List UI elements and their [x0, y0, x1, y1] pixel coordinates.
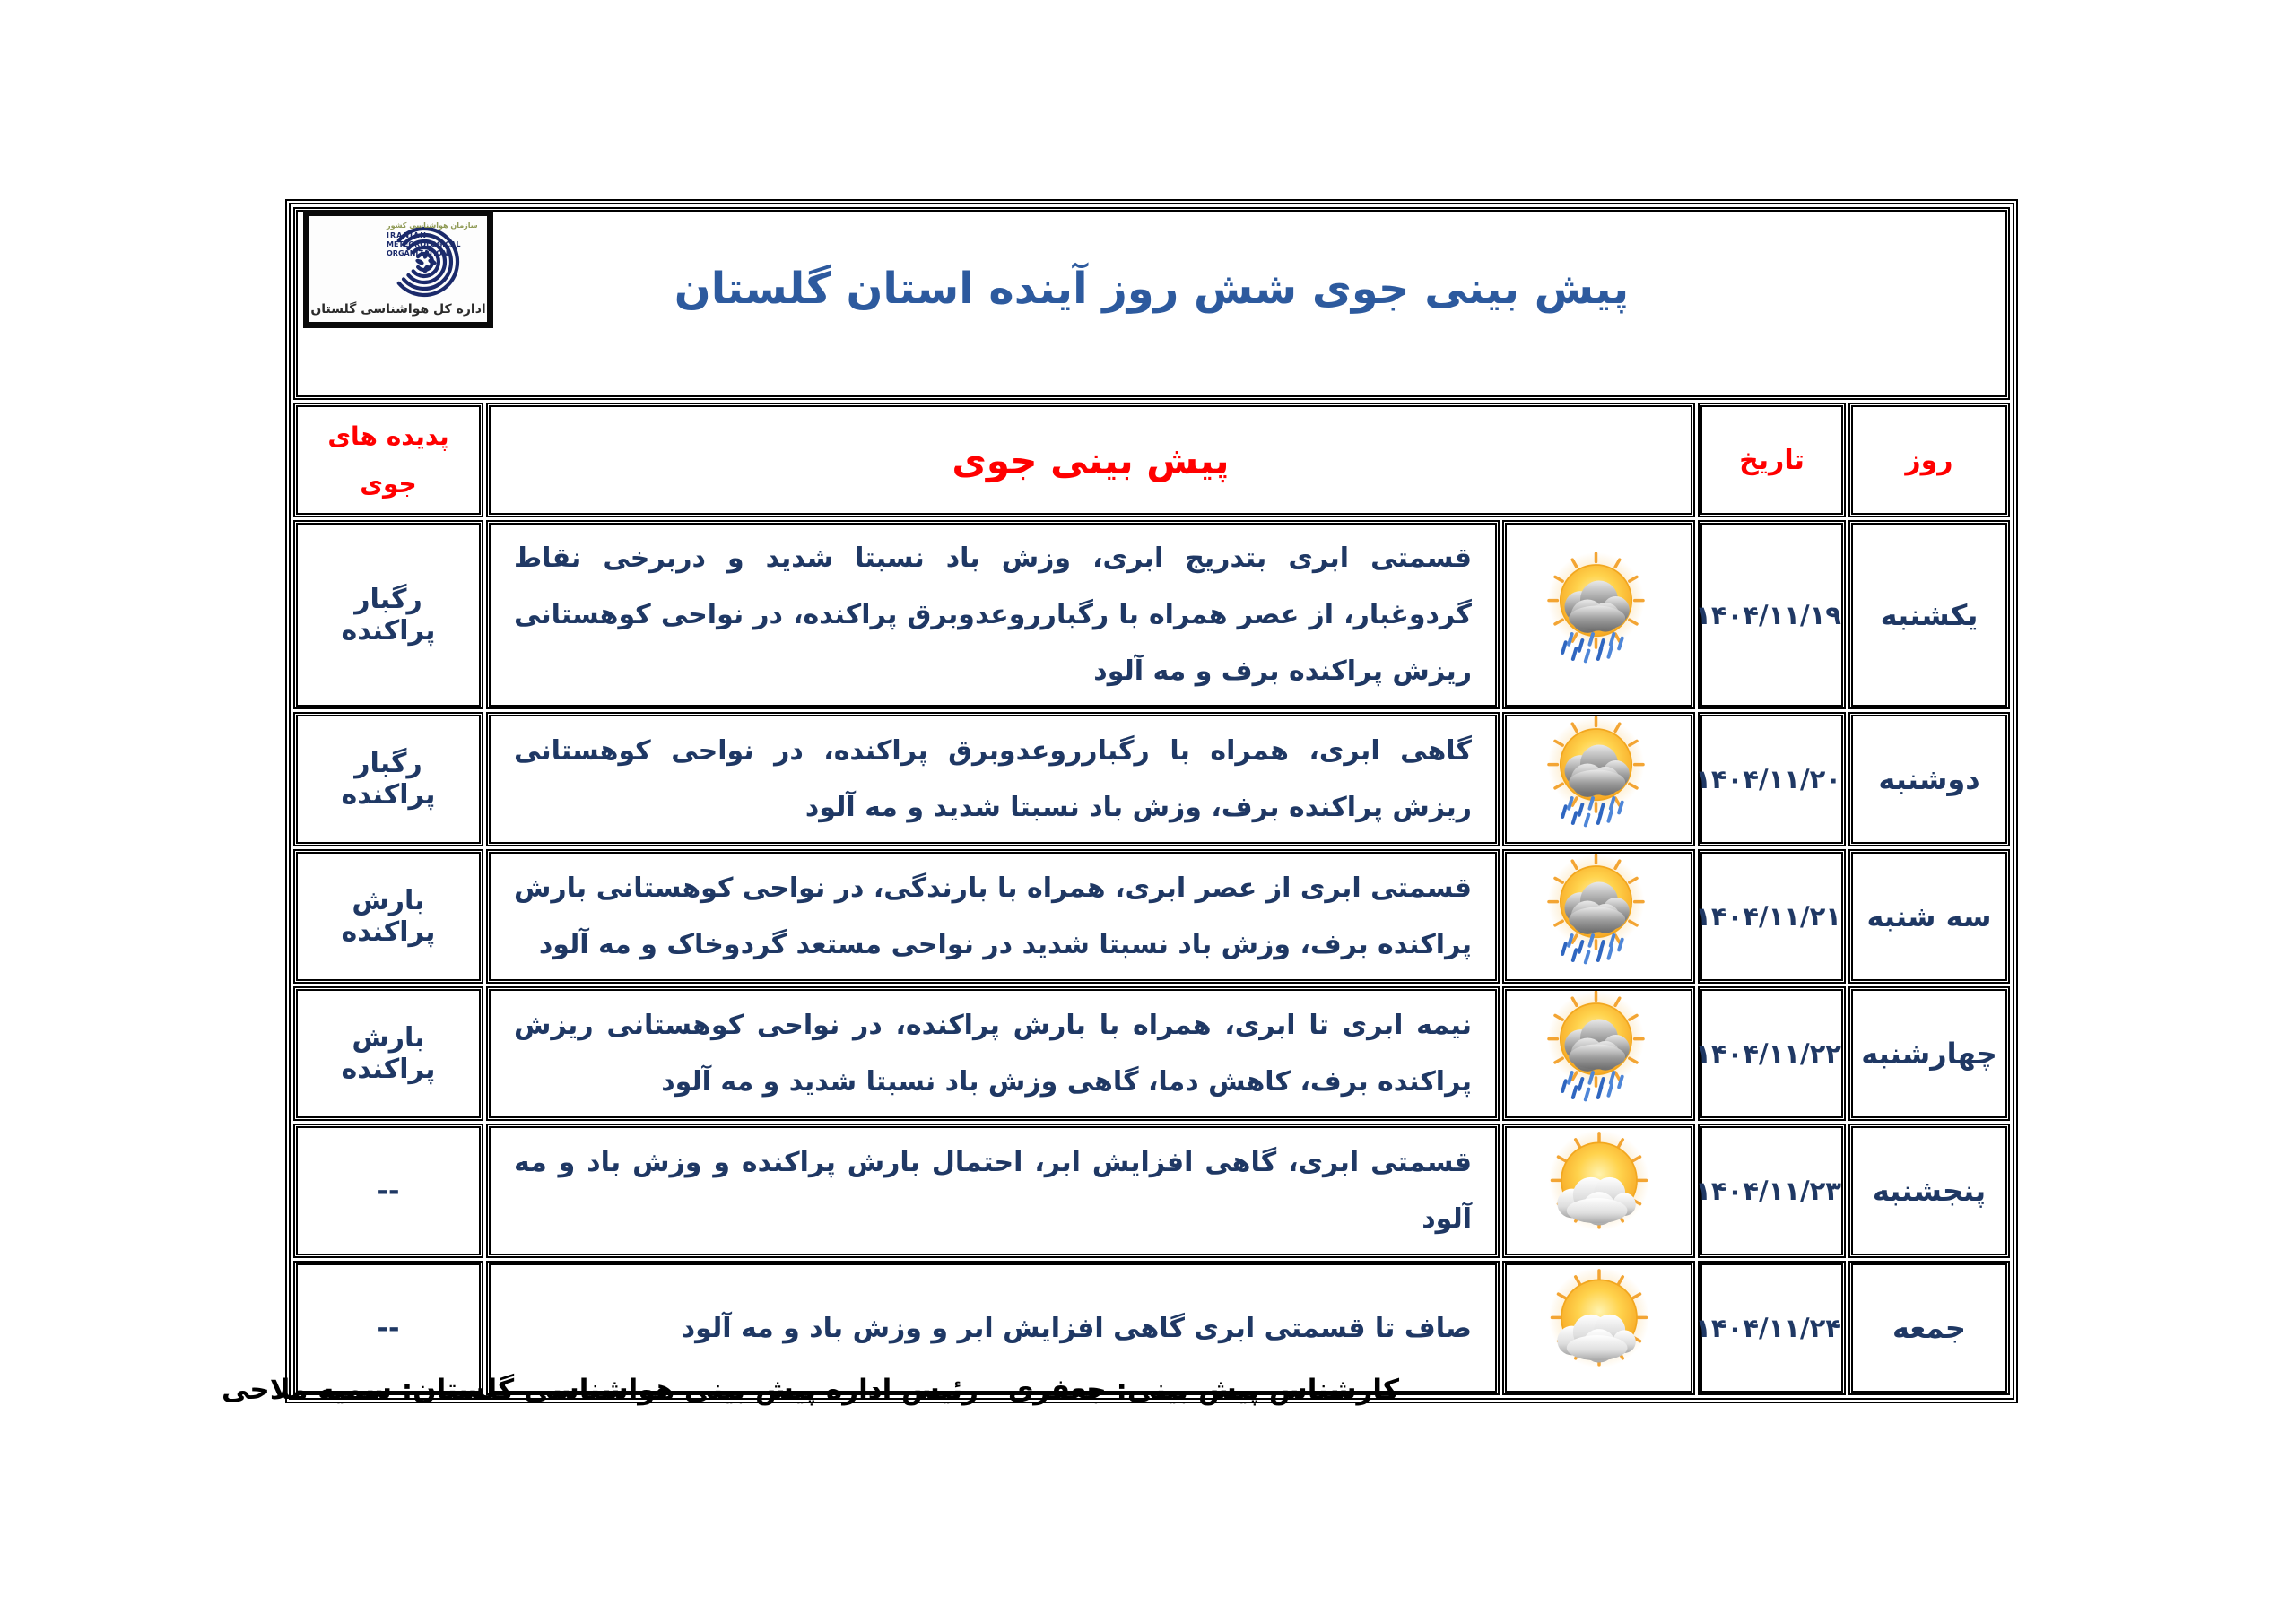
forecast-cell: قسمتی ابری بتدریج ابری، وزش باد نسبتا شدید و دربرخی نقاط گردوغبار، از عصر همراه با رگبارروعدوبرق پراکنده، در نواحی کوهستانی ریزش پراکنده برف و مه آلود [486, 520, 1500, 709]
weather-icon-cell [1502, 712, 1695, 846]
date-value: ۱۴۰۴/۱۱/۲۴ [1695, 1313, 1841, 1344]
date-value: ۱۴۰۴/۱۱/۲۱ [1695, 901, 1841, 933]
forecast-row [293, 986, 2010, 1121]
office-head-name: رئیس اداره پیش بینی هواشناسی گلستان: سمیه ملاحی [222, 1374, 978, 1406]
sun-cloud-icon [1536, 1128, 1662, 1254]
sun-rain-cloud-icon [1536, 552, 1662, 678]
forecast-row [293, 712, 2010, 846]
day-cell: چهارشنبه [1848, 986, 2010, 1121]
forecast-cell: گاهی ابری، همراه با رگبارروعدوبرق پراکنده، در نواحی کوهستانی ریزش پراکنده برف، وزش باد نسبتا شدید و مه آلود [486, 712, 1500, 846]
signature-footer [0, 1374, 2296, 1428]
day-cell: دوشنبه [1848, 712, 2010, 846]
logo-org-en-2: METEOROLOGICAL [386, 240, 461, 248]
day-cell: پنجشنبه [1848, 1124, 2010, 1258]
phenomena-cell: -- [293, 1124, 483, 1258]
weather-icon-cell [1502, 986, 1695, 1121]
date-cell [1695, 849, 1846, 984]
phenomena-cell: بارش پراکنده [293, 986, 483, 1121]
col-header-phenomena: پدیده های جوی [293, 403, 483, 517]
forecaster-name: کارشناس پیش بینی: جعفری [1007, 1374, 1399, 1406]
weather-bulletin [285, 199, 2018, 1403]
forecast-row [293, 1124, 2010, 1258]
weather-icon-cell [1502, 849, 1695, 984]
date-cell [1695, 1124, 1846, 1258]
forecast-cell: قسمتی ابری از عصر ابری، همراه با بارندگی، در نواحی کوهستانی بارش پراکنده برف، وزش باد نسبتا شدید در نواحی مستعد گردوخاک و مه آلود [486, 849, 1500, 984]
forecast-row [293, 520, 2010, 709]
title-band [293, 207, 2010, 400]
forecast-row [293, 849, 2010, 984]
met-org-logo-art [309, 216, 487, 322]
logo-org-fa-small: سازمان هواشناسی کشور [386, 221, 478, 230]
day-cell: سه شنبه [1848, 849, 2010, 984]
logo-org-en-3: ORGANIZATION [386, 249, 448, 257]
logo-caption: اداره کل هواشناسی گلستان [310, 302, 486, 317]
phenomena-cell: رگبار پراکنده [293, 712, 483, 846]
met-org-logo [303, 210, 493, 328]
date-value: ۱۴۰۴/۱۱/۱۹ [1695, 599, 1841, 630]
sun-cloud-icon [1536, 1265, 1662, 1391]
date-cell [1695, 986, 1846, 1121]
date-cell [1695, 712, 1846, 846]
col-header-date: تاریخ [1698, 403, 1846, 517]
phenomena-cell: رگبار پراکنده [293, 520, 483, 709]
day-cell: جمعه [1848, 1261, 2010, 1395]
date-value: ۱۴۰۴/۱۱/۲۰ [1695, 764, 1841, 795]
date-value: ۱۴۰۴/۱۱/۲۳ [1695, 1176, 1841, 1207]
sun-rain-cloud-icon [1536, 854, 1662, 979]
logo-org-en-1: IRANIAN [386, 231, 427, 239]
phenomena-cell: -- [293, 1261, 483, 1395]
forecast-cell: نیمه ابری تا ابری، همراه با بارش پراکنده، در نواحی کوهستانی ریزش پراکنده برف، کاهش دما، گاهی وزش باد نسبتا شدید و مه آلود [486, 986, 1500, 1121]
sun-rain-cloud-icon [1536, 991, 1662, 1116]
forecast-cell: قسمتی ابری، گاهی افزایش ابر، احتمال بارش پراکنده و وزش باد و مه آلود [486, 1124, 1500, 1258]
phenomena-cell: بارش پراکنده [293, 849, 483, 984]
col-header-day: روز [1848, 403, 2010, 517]
date-cell [1695, 520, 1846, 709]
weather-icon-cell [1502, 520, 1695, 709]
sun-rain-cloud-icon [1536, 716, 1662, 842]
col-header-forecast: پیش بینی جوی [486, 403, 1695, 517]
forecast-table [285, 199, 2018, 1403]
day-cell: یکشنبه [1848, 520, 2010, 709]
weather-icon-cell [1502, 1124, 1695, 1258]
date-value: ۱۴۰۴/۱۱/۲۲ [1695, 1038, 1841, 1070]
forecast-cell: صاف تا قسمتی ابری گاهی افزایش ابر و وزش باد و مه آلود [486, 1261, 1500, 1395]
page-title: پیش بینی جوی شش روز آینده استان گلستان [674, 263, 1630, 314]
